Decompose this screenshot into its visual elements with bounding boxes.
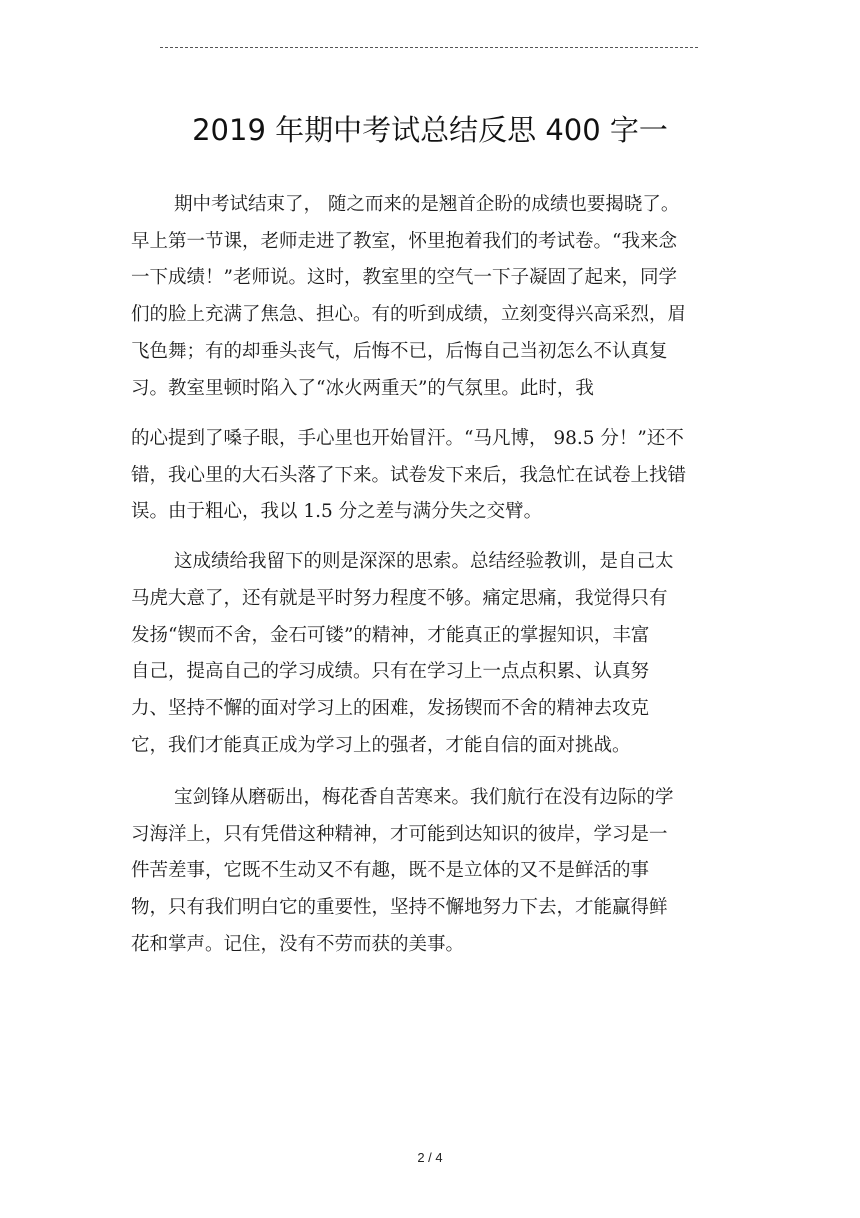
page-number: 2 / 4	[417, 1150, 443, 1165]
paragraph-3-line-3: 发扬“锲而不舍，金石可镂”的精神，才能真正的掌握知识，丰富	[131, 625, 650, 646]
paragraph-3-line-2: 马虎大意了，还有就是平时努力程度不够。痛定思痛，我觉得只有	[131, 588, 668, 609]
paragraph-1-line-2: 早上第一节课，老师走进了教室，怀里抱着我们的考试卷。“我来念	[131, 231, 677, 252]
paragraph-3-line-1: 这成绩给我留下的则是深深的思索。总结经验教训，是自己太	[174, 551, 674, 572]
paragraph-4-line-5: 花和掌声。记住，没有不劳而获的美事。	[131, 934, 465, 955]
paragraph-4-line-4: 物，只有我们明白它的重要性，坚持不懈地努力下去，才能赢得鲜	[131, 897, 668, 918]
paragraph-1-line-4: 们的脸上充满了焦急、担心。有的听到成绩，立刻变得兴高采烈，眉	[131, 304, 687, 325]
paragraph-3-line-5: 力、坚持不懈的面对学习上的困难，发扬锲而不舍的精神去攻克	[131, 698, 650, 719]
paragraph-1-line-3: 一下成绩！”老师说。这时，教室里的空气一下子凝固了起来，同学	[131, 267, 677, 288]
paragraph-3-line-6: 它，我们才能真正成为学习上的强者，才能自信的面对挑战。	[131, 735, 631, 756]
paragraph-3-line-4: 自己，提高自己的学习成绩。只有在学习上一点点积累、认真努	[131, 661, 650, 682]
paragraph-1-line-5: 飞色舞；有的却垂头丧气，后悔不已，后悔自己当初怎么不认真复	[131, 341, 668, 362]
paragraph-1-line-6: 习。教室里顿时陷入了“冰火两重天”的气氛里。此时，我	[131, 378, 594, 399]
paragraph-4-line-2: 习海洋上，只有凭借这种精神，才可能到达知识的彼岸，学习是一	[131, 824, 668, 845]
header-divider	[160, 47, 698, 48]
paragraph-2-line-1: 的心提到了嗓子眼，手心里也开始冒汗。“马凡博， 98.5 分！”还不	[131, 428, 684, 449]
paragraph-2-line-2: 错，我心里的大石头落了下来。试卷发下来后，我急忙在试卷上找错	[131, 465, 687, 486]
document-title: 2019 年期中考试总结反思 400 字一	[192, 113, 668, 147]
paragraph-1-line-1: 期中考试结束了， 随之而来的是翘首企盼的成绩也要揭晓了。	[174, 194, 680, 215]
paragraph-4-line-1: 宝剑锋从磨砺出，梅花香自苦寒来。我们航行在没有边际的学	[174, 787, 674, 808]
paragraph-4-line-3: 件苦差事，它既不生动又不有趣，既不是立体的又不是鲜活的事	[131, 860, 650, 881]
paragraph-2-line-3: 误。由于粗心，我以 1.5 分之差与满分失之交臂。	[131, 501, 543, 522]
